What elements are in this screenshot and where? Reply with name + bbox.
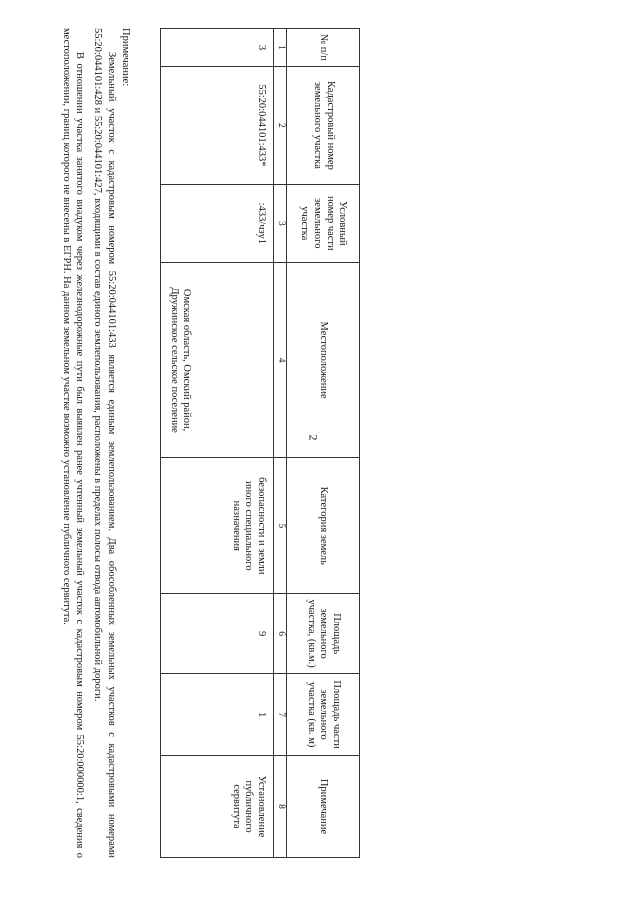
header-cell: Категория земель	[287, 458, 360, 594]
notes-paragraph-1: Земельный участок с кадастровым номером 55:20:044101:433 является единым землепользованием. Два обособленных земельных участков с кадастровыми номерами 55:20:044101:428 и 55:20:044101:427, входящими в состав единого землепользования, расположены в пределах полосы отвода автомобильной дороги.	[92, 28, 118, 858]
row-number: 3	[161, 29, 274, 67]
category-line-1: безопасности и земли	[256, 477, 267, 575]
rotated-sheet	[30, 28, 360, 868]
header-cell: Площадь земельного участка, (кв.м.)	[287, 594, 360, 674]
column-number: 6	[274, 594, 287, 674]
column-number: 8	[274, 756, 287, 858]
table-row	[161, 29, 274, 858]
column-number: 2	[274, 66, 287, 184]
location-cell	[161, 262, 274, 458]
location-line-1: Омская область, Омский район,	[181, 288, 193, 432]
column-number: 1	[274, 29, 287, 67]
category-line-2: иного специального назначения	[230, 481, 255, 571]
page-number: 2	[306, 434, 321, 441]
column-number: 5	[274, 458, 287, 594]
registry-table	[160, 28, 360, 858]
header-cell: № п/п	[287, 29, 360, 67]
area-value: 9	[161, 594, 274, 674]
header-cell: Площадь части земельного участка (кв. м)	[287, 674, 360, 756]
header-cell: Кадастровый номер земельного участка	[287, 66, 360, 184]
column-number-row	[274, 29, 287, 858]
column-number: 7	[274, 674, 287, 756]
header-cell: Условный номер части земельного участка	[287, 184, 360, 262]
cadastral-number: 55:20:044101:433*	[161, 66, 274, 184]
part-number: :433/чзу1	[161, 184, 274, 262]
note-cell: Установление публичного сервитута	[161, 756, 274, 858]
header-cell: Примечание	[287, 756, 360, 858]
column-number: 3	[274, 184, 287, 262]
location-line-2: Дружинское сельское поселение	[168, 287, 180, 433]
notes-block	[59, 28, 132, 858]
notes-paragraph-2: В отношении участка занятого виадуком через железнодорожные пути был выявлен ранее учтенный земельный участок с кадастровым номером 55:20:000000:1, сведения о местоположении, границ которого не внесены в ЕГРН. На данном земельном участке возможно установление публичного сервитута.	[60, 28, 86, 858]
header-cell: Местоположение	[287, 262, 360, 458]
notes-heading: Примечание:	[120, 28, 131, 87]
part-area-value: 1	[161, 674, 274, 756]
column-number: 4	[274, 262, 287, 458]
table-header-row	[287, 29, 360, 858]
category-cell	[161, 458, 274, 594]
